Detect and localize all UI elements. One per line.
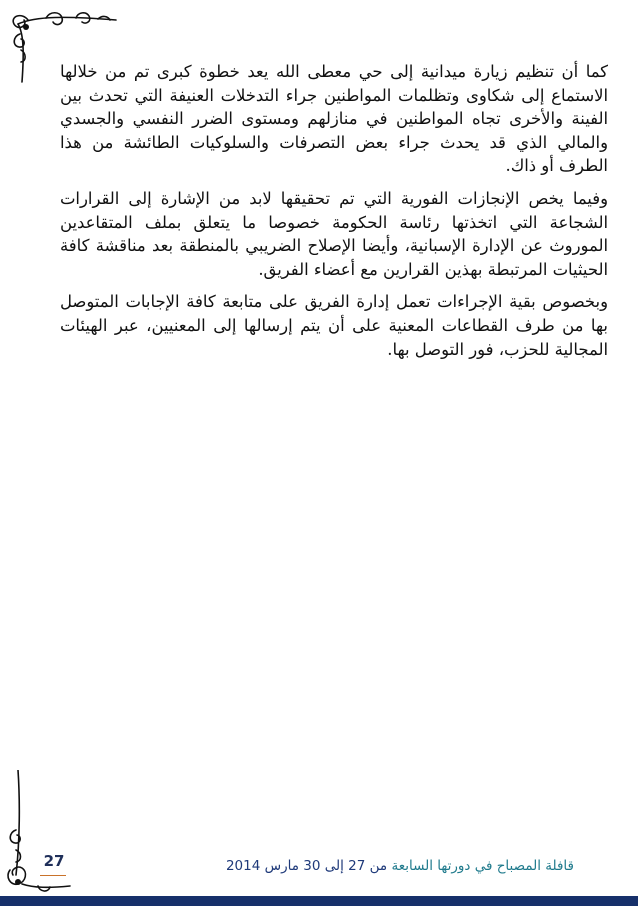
footer-caption [226,858,574,874]
bottom-bar [0,896,638,906]
article-body [60,60,608,370]
paragraph: كما أن تنظيم زيارة ميدانية إلى حي معطى الله يعد خطوة كبرى تم من خلالها الاستماع إلى شكاوى وتظلمات المواطنين جراء التدخلات العنيفة التي تحدث بين الفينة والأخرى تجاه المواطنين في منازلهم ومستوى الضرر النفسي والجسدي والمالي الذي قد يحدث جراء بعض التصرفات والسلوكيات الطائشة من هذا الطرف أو ذاك. [60,62,608,176]
footer-caption-dates: من 27 إلى 30 مارس 2014 [225,858,388,874]
page-number-underline [40,875,66,876]
paragraph: وفيما يخص الإنجازات الفورية التي تم تحقيقها لابد من الإشارة إلى القرارات الشجاعة التي اتخذتها رئاسة الحكومة خصوصا ما يتعلق بملف المتقاعدين الموروث عن الإدارة الإسبانية، وأيضا الإصلاح الضريبي بالمنطقة بعد مناقشة كافة الحيثيات المرتبطة بهذين القرارين مع أعضاء الفريق. [60,188,608,279]
paragraph: وبخصوص بقية الإجراءات تعمل إدارة الفريق على متابعة كافة الإجابات المتوصل بها من طرف القطاعات المعنية على أن يتم إرسالها إلى المعنيين، عبر الهيئات المجالية للحزب، فور التوصل بها. [60,292,608,359]
page-number: 27 [43,852,65,870]
corner-ornament-bottom [4,770,74,898]
footer-caption-title: قافلة المصباح في دورتها السابعة [391,858,574,874]
